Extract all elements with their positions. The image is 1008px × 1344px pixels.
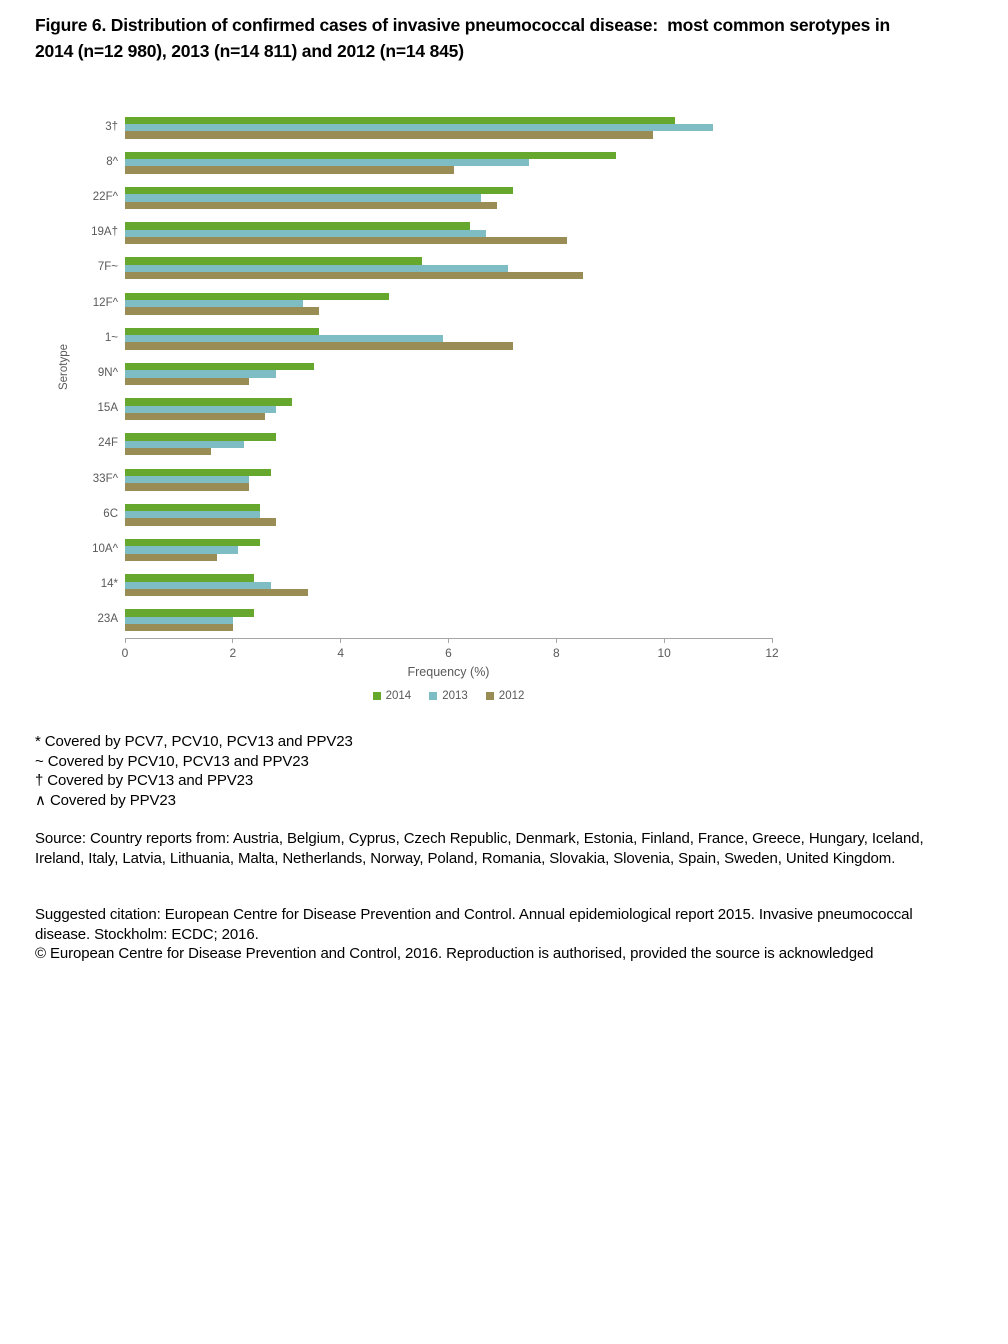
bar-2014-15A [125,398,292,405]
bar-2013-8 [125,159,529,166]
bar-2014-33F [125,469,271,476]
y-tick-label: 12F^ [92,296,118,309]
bar-2013-33F [125,476,249,483]
y-tick-label: 6C [103,507,118,520]
y-tick-label: 14* [100,578,118,591]
footnote-line: ∧ Covered by PPV23 [35,791,176,809]
bar-2013-7F [125,265,508,272]
bar-2012-3 [125,131,653,138]
bar-2014-9N [125,363,314,370]
bar-2014-14 [125,574,254,581]
legend-item-2013 [429,690,468,702]
bar-2013-14 [125,582,271,589]
bar-2012-33F [125,483,249,490]
y-tick-label: 24F [98,437,118,450]
plot-area [125,110,772,638]
y-tick-label: 1~ [104,331,118,344]
x-tick-mark [125,639,126,643]
bar-2014-7F [125,257,422,264]
bar-2013-1 [125,335,443,342]
bar-2012-19A [125,237,567,244]
bar-2012-8 [125,166,454,173]
legend-label: 2013 [442,690,468,702]
x-axis-title: Frequency (%) [407,665,490,679]
x-tick-mark [556,639,557,643]
bar-2013-9N [125,370,276,377]
y-tick-label: 15A [97,402,118,415]
x-tick-mark [232,639,233,643]
bar-2012-23A [125,624,233,631]
copyright-text: © European Centre for Disease Prevention and Control, 2016. Reproduction is authorised, provided the source is acknowledged [35,945,874,962]
y-axis-title: Serotype [58,343,70,391]
bar-2013-15A [125,406,276,413]
x-tick-mark [448,639,449,643]
bar-2013-24F [125,441,244,448]
bar-2012-24F [125,448,211,455]
bar-2014-1 [125,328,319,335]
y-tick-label: 22F^ [92,191,118,203]
bar-2013-22F [125,194,481,201]
y-tick-label: 9N^ [97,367,118,379]
y-tick-label: 7F~ [97,261,118,274]
x-axis-line [125,638,773,639]
bar-2012-1 [125,342,513,349]
footnotes [35,732,940,810]
x-tick-label: 12 [765,646,779,660]
bar-2014-23A [125,609,254,616]
x-tick-label: 0 [121,646,129,660]
y-tick-label: 3† [105,120,118,133]
bar-2012-14 [125,589,308,596]
bar-2012-10A [125,554,217,561]
bar-2013-3 [125,124,713,131]
x-tick-label: 6 [445,646,452,660]
y-tick-label: 33F^ [92,472,118,485]
bar-2013-10A [125,546,238,553]
citation-block [35,905,940,964]
x-tick-label: 2 [229,646,237,660]
bar-2014-19A [125,222,470,229]
y-tick-label: 23A [97,613,118,626]
legend-item-2014 [373,690,412,702]
x-tick-label: 8 [552,646,560,660]
bar-2012-7F [125,272,583,279]
bar-2012-22F [125,202,497,209]
legend-swatch-2014 [373,692,381,700]
x-tick-mark [664,639,665,643]
legend-swatch-2013 [429,692,437,700]
source-text: Source: Country reports from: Austria, Belgium, Cyprus, Czech Republic, Denmark, Estonia, Finland, France, Greece, Hungary, Iceland, Ireland, Italy, Latvia, Lithuania, Malta, Netherlands, Norway, Poland, Romania, Slovakia, Slovenia, Spain, Sweden, United Kingdom. [35,830,924,867]
legend-swatch-2012 [486,692,494,700]
bar-2014-24F [125,433,276,440]
bar-2012-6C [125,518,276,525]
citation-text: Suggested citation: European Centre for Disease Prevention and Control. Annual epidemiological report 2015. Invasive pneumococcal disease. Stockholm: ECDC; 2016. [35,906,913,943]
x-tick-label: 10 [657,646,671,660]
bar-2014-12F [125,293,389,300]
bar-2014-3 [125,117,675,124]
x-tick-mark [340,639,341,643]
y-tick-label: 10A^ [92,543,118,555]
bar-2013-23A [125,617,233,624]
footnote-line: * Covered by PCV7, PCV10, PCV13 and PPV23 [35,733,353,750]
legend [125,690,772,702]
footnote-line: † Covered by PCV13 and PPV23 [35,772,254,789]
legend-label: 2012 [498,690,525,702]
bar-2013-19A [125,230,486,237]
x-tick-label: 4 [337,646,344,660]
legend-label: 2014 [385,690,412,702]
bar-2013-6C [125,511,260,518]
bar-2014-22F [125,187,513,194]
bar-2014-10A [125,539,260,546]
footnote-line: ~ Covered by PCV10, PCV13 and PPV23 [35,752,309,770]
bar-2013-12F [125,300,303,307]
y-tick-label: 8^ [106,155,118,168]
bar-2012-15A [125,413,265,420]
bar-2014-8 [125,152,616,159]
x-tick-mark [772,639,773,643]
figure-title: Figure 6. Distribution of confirmed cases of invasive pneumococcal disease: most common serotypes in 2014 (n=12 980), 2013 (n=14 811) and 2012 (n=14 845) [35,15,895,61]
bar-2012-12F [125,307,319,314]
bar-2012-9N [125,378,249,385]
bar-2014-6C [125,504,260,511]
legend-item-2012 [486,690,525,702]
y-tick-label: 19A† [91,226,118,239]
